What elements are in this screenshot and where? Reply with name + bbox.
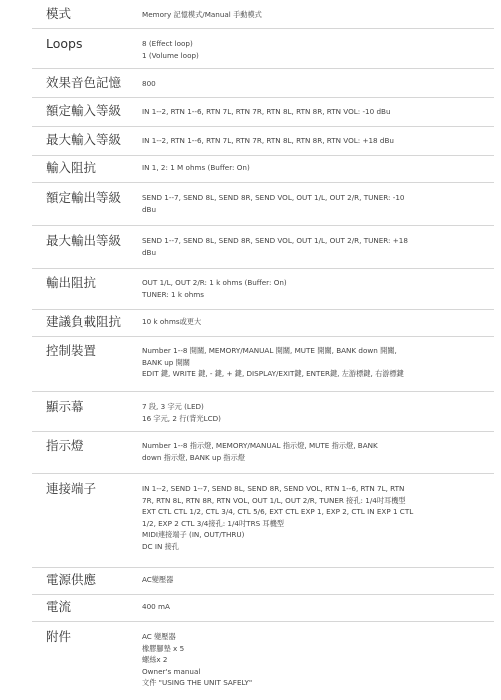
spec-value-line: EDIT 鍵, WRITE 鍵, - 鍵, + 鍵, DISPLAY/EXIT鍵, ENTER鍵, 左游標鍵, 右游標鍵: [142, 369, 404, 379]
spec-label: 輸入阻抗: [46, 160, 97, 175]
spec-value-line: SEND 1--7, SEND 8L, SEND 8R, SEND VOL, OUT 1/L, OUT 2/R, TUNER: +18: [142, 236, 408, 245]
spec-label: 顯示幕: [46, 399, 84, 414]
spec-value-line: BANK up 開關: [142, 357, 190, 367]
spec-label: 輸出阻抗: [46, 275, 97, 290]
spec-row: [32, 621, 494, 700]
spec-row: [32, 268, 494, 310]
spec-value: [142, 440, 488, 463]
spec-value-line: 螺絲x 2: [142, 655, 168, 665]
spec-row: [32, 97, 494, 127]
spec-label: 最大輸入等級: [46, 132, 122, 147]
spec-label: 額定輸入等級: [46, 103, 122, 118]
spec-row: [32, 155, 494, 183]
spec-value-line: DC IN 接孔: [142, 541, 179, 551]
spec-row: [32, 225, 494, 269]
spec-value-line: dBu: [142, 204, 157, 214]
spec-value-line: 7 段, 3 字元 (LED): [142, 402, 204, 411]
spec-label: 附件: [46, 629, 72, 644]
spec-value-line: IN 1--2, SEND 1--7, SEND 8L, SEND 8R, SEND VOL, RTN 1--6, RTN 7L, RTN: [142, 484, 405, 493]
spec-value-line: AC 變壓器: [142, 632, 176, 641]
spec-label: 電流: [46, 599, 72, 614]
spec-value-line: Number 1--8 指示燈, MEMORY/MANUAL 指示燈, MUTE 指示燈, BANK: [142, 441, 378, 450]
spec-row: [32, 567, 494, 595]
spec-label: 效果音色記憶: [46, 75, 122, 90]
spec-value-line: 800: [142, 79, 156, 88]
spec-value-line: 1 (Volume loop): [142, 50, 199, 60]
spec-value-line: down 指示燈, BANK up 指示燈: [142, 452, 245, 462]
spec-label: 控制裝置: [46, 343, 97, 358]
spec-value-line: 10 k ohms或更大: [142, 317, 202, 326]
spec-value-line: 400 mA: [142, 602, 170, 611]
spec-label: 最大輸出等級: [46, 233, 122, 248]
spec-label: 指示燈: [46, 438, 84, 453]
spec-row: [32, 473, 494, 568]
spec-row: [32, 28, 494, 69]
spec-row: [32, 182, 494, 226]
spec-value-line: IN 1--2, RTN 1--6, RTN 7L, RTN 7R, RTN 8L, RTN 8R, RTN VOL: -10 dBu: [142, 107, 391, 116]
spec-value-line: 1/2, EXP 2 CTL 3/4接孔: 1/4吋TRS 耳機型: [142, 518, 284, 528]
spec-value-line: dBu: [142, 247, 157, 257]
spec-value: [142, 316, 488, 328]
spec-value-line: IN 1, 2: 1 M ohms (Buffer: On): [142, 163, 250, 172]
spec-value: [142, 235, 488, 258]
spec-value: [142, 192, 488, 215]
spec-value-line: OUT 1/L, OUT 2/R: 1 k ohms (Buffer: On): [142, 278, 287, 287]
spec-value-line: 橡膠腳墊 x 5: [142, 643, 185, 653]
spec-value-line: MIDI連接端子 (IN, OUT/THRU): [142, 530, 245, 540]
spec-value-line: Memory 記憶模式/Manual 手動模式: [142, 10, 262, 19]
spec-value-line: 16 字元, 2 行(背光LCD): [142, 413, 221, 423]
spec-value: [142, 401, 488, 424]
spec-value: [142, 277, 488, 300]
spec-value-line: SEND 1--7, SEND 8L, SEND 8R, SEND VOL, OUT 1/L, OUT 2/R, TUNER: -10: [142, 193, 405, 202]
spec-row: [32, 336, 494, 392]
spec-label: 電源供應: [46, 572, 97, 587]
spec-label: 連接端子: [46, 481, 97, 496]
spec-label: 建議負載阻抗: [46, 314, 122, 329]
spec-value-line: 7R, RTN 8L, RTN 8R, RTN VOL, OUT 1/L, OUT 2/R, TUNER 接孔: 1/4吋耳機型: [142, 495, 406, 505]
spec-row: [32, 309, 494, 337]
spec-value-line: EXT CTL CTL 1/2, CTL 3/4, CTL 5/6, EXT CTL EXP 1, EXP 2, CTL IN EXP 1 CTL: [142, 507, 414, 517]
spec-value-line: Owner's manual: [142, 666, 201, 676]
spec-value-line: TUNER: 1 k ohms: [142, 289, 205, 299]
spec-value: [142, 38, 488, 61]
spec-row: [32, 0, 494, 29]
spec-value: [142, 9, 488, 21]
spec-value-line: IN 1--2, RTN 1--6, RTN 7L, RTN 7R, RTN 8L, RTN 8R, RTN VOL: +18 dBu: [142, 136, 394, 145]
spec-value: [142, 574, 488, 586]
spec-value-line: 8 (Effect loop): [142, 39, 193, 48]
spec-row: [32, 594, 494, 622]
spec-value-line: AC變壓器: [142, 575, 174, 584]
spec-row: [32, 126, 494, 156]
spec-value: [142, 106, 488, 118]
spec-value: [142, 345, 488, 380]
spec-row: [32, 431, 494, 474]
spec-value: [142, 601, 488, 613]
spec-value: [142, 78, 488, 90]
spec-value-line: 文件 "USING THE UNIT SAFELY": [142, 678, 253, 688]
spec-label: 模式: [46, 6, 72, 21]
spec-value: [142, 135, 488, 147]
spec-value: [142, 631, 488, 689]
spec-value: [142, 162, 488, 174]
spec-label: 額定輸出等級: [46, 190, 122, 205]
spec-row: [32, 391, 494, 432]
spec-value-line: Number 1--8 開關, MEMORY/MANUAL 開關, MUTE 開關, BANK down 開關,: [142, 346, 397, 355]
spec-row: [32, 68, 494, 98]
spec-value: [142, 483, 488, 553]
spec-label: Loops: [46, 36, 83, 51]
